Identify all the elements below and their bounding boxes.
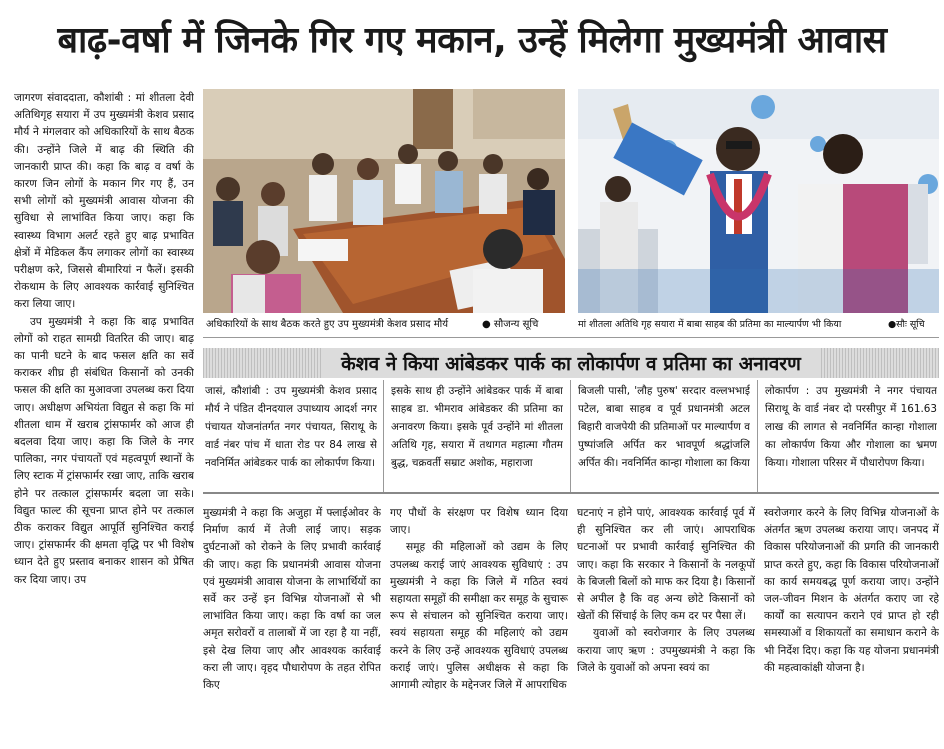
statue-photo — [578, 89, 939, 313]
bottom-column-2 — [390, 505, 568, 745]
statue-photo-credit: ●सौः सूचि — [888, 319, 925, 330]
bottom-column-3-tail: युवाओं को स्वरोजगार के लिए उपलब्ध कराया जाए ऋण : उपमुख्यमंत्री ने कहा कि जिले के युवाओं को अपना स्वयं का — [577, 627, 755, 674]
bottom-column-2-text: समूह की महिलाओं को उद्यम के लिए उपलब्ध कराई जाएं आवश्यक सुविधाएं : उप मुख्यमंत्री ने कहा कि जिले में गठित स्वयं सहायता समूहों की समीक्षा कर समूह के सुचारू रूप से संचालन को सुनिश्चित कराया जाए। स्वयं सहायता समूह की महिलाएं को उद्यम करने के लिए उन्हें आवश्यक सुविधाएं उपलब्ध कराई जाएं। पुलिस अधीक्षक से कहा कि आगामी त्योहार के मद्देनजर जिले में आपराधिक — [390, 541, 568, 692]
subheadline-text: केशव ने किया आंबेडकर पार्क का लोकार्पण व प्रतिमा का अनावरण — [341, 353, 801, 375]
column-divider — [383, 380, 384, 492]
sub-column-3: बिजली पासी, 'लौह पुरुष' सरदार वल्लभभाई पटेल, बाबा साहब व पूर्व प्रधानमंत्री अटल बिहारी वाजपेयी की प्रतिमाओं पर माल्यार्पण व पुष्पांजलि अर्पित कर भावपूर्ण श्रद्धांजलि अर्पित की। नवनिर्मित कान्हा गोशाला का किया — [578, 385, 750, 469]
meeting-photo-credit: ● सौजन्य सूचि — [482, 319, 539, 330]
bottom-column-4-text: स्वरोजगार करने के लिए विभिन्न योजनाओं के अंतर्गत ऋण उपलब्ध कराया जाए। जनपद में विकास परियोजनाओं की प्रगति की जानकारी प्राप्त करते हुए, कहा कि विकास परियोजनाओं का कार्य समयबद्ध पूर्ण कराया जाए। उन्होंने जल-जीवन मिशन के अंतर्गत कराए जा रहे कार्यों का सत्यापन कराने एवं प्राप्त हो रही समस्याओं व शिकायतों का समाधान कराने के भी निर्देश दिए। कहा कि यह योजना प्रधानमंत्री की महत्वाकांक्षी योजना है। — [764, 507, 939, 674]
sub-story-bottom-rule — [203, 492, 939, 494]
meeting-photo-caption: अधिकारियों के साथ बैठक करते हुए उप मुख्यमंत्री केशव प्रसाद मौर्य — [206, 319, 449, 330]
column-divider — [757, 380, 758, 492]
subheadline — [203, 348, 939, 378]
bottom-column-3-text: घटनाएं न होने पाएं, आवश्यक कार्रवाई पूर्व में ही सुनिश्चित कर ली जाएं। आपराधिक घटनाओं पर प्रभावी कार्रवाई सुनिश्चित की जाए। कहा कि सरकार ने किसानों के नलकूपों के बिजली बिलों को माफ कर दिया है। किसानों से अपील है कि वह अन्य छोटे किसानों को खेतों की सिंचाई के लिए कम दर पर पैसा लें। — [577, 507, 755, 623]
statue-photo-caption: मां शीतला अतिथि गृह सयारा में बाबा साहब की प्रतिमा का माल्यार्पण भी किया — [578, 319, 842, 330]
bottom-column-1-text: मुख्यमंत्री ने कहा कि अजुहा में फ्लाईओवर के निर्माण कार्य में तेजी लाई जाए। सड़क दुर्घटनाओं को रोकने के लिए प्रभावी कार्रवाई की जाए। कहा कि प्रधानमंत्री आवास योजना एवं मुख्यमंत्री आवास योजना के लाभार्थियों का सर्वे कर उन्हें इन विभिन्न योजनाओं से भी लाभांवित किया जाए। कहा कि वर्षा का जल अमृत सरोवरों व तालाबों में जा रहा है या नहीं, इसे देख लिया जाए और आवश्यक कार्रवाई करा ली जाए। वृहद पौधारोपण के तहत रोपित किए — [203, 507, 381, 692]
bottom-column-1 — [203, 505, 381, 745]
sub-column-2: इसके साथ ही उन्होंने आंबेडकर पार्क में बाबा साहब डा. भीमराव आंबेडकर की प्रतिमा का अनावरण किया। इसके पूर्व उन्होंने मां शीतला अतिथि गृह, सयारा में तथागत महात्मा गौतम बुद्ध, चक्रवर्ती सम्राट अशोक, महाराजा — [391, 385, 563, 469]
column-divider — [570, 380, 571, 492]
sub-column-1: जासं, कौशांबी : उप मुख्यमंत्री केशव प्रसाद मौर्य ने पंडित दीनदयाल उपाध्याय आदर्श नगर पंचायत योजनांतर्गत नगर पंचायत, सिराथू के वार्ड नंबर पांच में धाता रोड पर 84 लाख से नवनिर्मित आंबेडकर पार्क का लोकार्पण किया। — [205, 385, 377, 469]
bottom-column-3 — [577, 505, 755, 745]
sub-column-4: लोकार्पण : उप मुख्यमंत्री ने नगर पंचायत सिराथू के वार्ड नंबर दो परसीपुर में 161.63 लाख की लागत से नवनिर्मित कान्हा गोशाला का लोकार्पण किया और गोशाला का भ्रमण किया। गोशाला परिसर में पौधारोपण किया। — [765, 385, 937, 469]
caption-divider — [203, 337, 939, 338]
headline: बाढ़-वर्षा में जिनके गिर गए मकान, उन्हें मिलेगा मुख्यमंत्री आवास — [57, 19, 887, 61]
bottom-column-2-lead: गए पौधों के संरक्षण पर विशेष ध्यान दिया जाए। — [390, 507, 568, 537]
left-paragraph-1: जागरण संवाददाता, कौशांबी : मां शीतला देवी अतिथिगृह सयारा में उप मुख्यमंत्री केशव प्रसाद मौर्य ने मंगलवार को अधिकारियों के साथ बैठक की। उन्होंने जिले में बाढ़ की स्थिति की जानकारी प्राप्त की। कहा कि बाढ़ व वर्षा के कारण जिन लोगों के मकान गिर गए हैं, उन सभी लोगों को मुख्यमंत्री आवास योजना की सुविधा से लाभांवित किया जाए। कहा कि स्वास्थ्य विभाग अलर्ट रहते हुए बाढ़ प्रभावित क्षेत्रों में मेडिकल कैंप लगाकर लोगों का स्वास्थ्य परीक्षण करे, जिससे बीमारियां न फैलें। इसकी रोकथाम के लिए आवश्यक कार्रवाई सुनिश्चित करा लिया जाए। — [14, 92, 194, 311]
bottom-column-4 — [764, 505, 939, 745]
left-paragraph-2: उप मुख्यमंत्री ने कहा कि बाढ़ प्रभावित लोगों को राहत सामग्री वितरित की जाए। बाढ़ का पानी घटने के बाद फसल क्षति का सर्वे कराकर शीघ्र ही संबंधित किसानों को उनकी फसल की क्षति का मुआवजा उपलब्ध करा दिया जाए। अधीक्षण अभियंता विद्युत से कहा कि मां शीतला धाम में खराब ट्रांसफार्मर को आज ही बदलवा दिया जाए। कहा कि जिले के नगर पालिका, नगर पंचायतों एवं महत्वपूर्ण स्थानों के लिए स्टाक में ट्रांसफार्मर रखा जाए, ताकि खराब होने पर तत्काल ट्रांसफार्मर बदला जा सके। विद्युत फाल्ट की सूचना प्राप्त होने पर तत्काल ठीक कराकर विद्युत आपूर्ति सुनिश्चित कराई जाए। ट्रांसफार्मर की क्षमता वृद्धि पर भी विशेष ध्यान देते हुए प्रस्ताव बनाकर शासन को प्रेषित कर दिया जाए। उप — [14, 315, 194, 586]
meeting-photo — [203, 89, 565, 313]
left-column — [14, 90, 194, 745]
